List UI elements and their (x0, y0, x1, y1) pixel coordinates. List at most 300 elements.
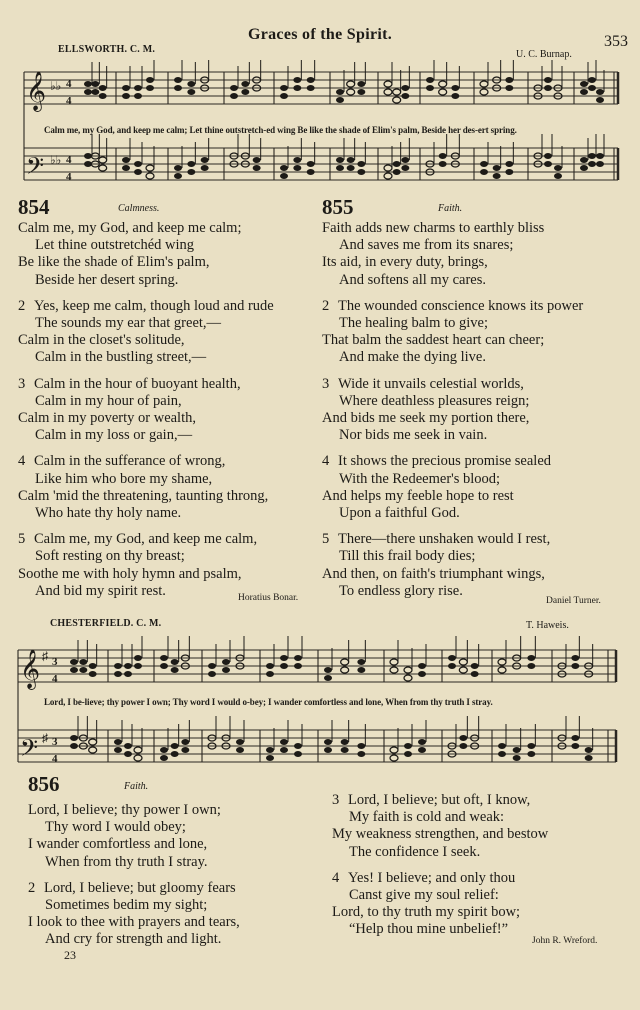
note-head (439, 89, 447, 95)
note-head (451, 85, 459, 91)
hymn-number-856: 856 (28, 772, 60, 796)
verse-line (18, 254, 274, 271)
stanza-number: 3 (332, 792, 340, 808)
note-head (70, 659, 78, 665)
note-head (187, 81, 195, 87)
note-head (160, 755, 168, 761)
note-head (124, 671, 132, 677)
note-head (222, 667, 230, 673)
note-head (134, 663, 142, 669)
verse-line (332, 870, 548, 887)
verse-line (18, 298, 274, 315)
note-head (70, 735, 78, 741)
verse-text: That balm the saddest heart can cheer; (322, 332, 545, 349)
stanza (322, 453, 583, 522)
note-head (393, 161, 401, 167)
verse-line (322, 548, 583, 565)
verse-text: And make the dying live. (339, 349, 486, 366)
note-head (448, 663, 456, 669)
verse-text: Calm in my hour of pain, (35, 392, 182, 409)
note-head (493, 165, 501, 171)
note-head (280, 85, 288, 91)
hymn-855-text (322, 220, 583, 609)
note-head (336, 165, 344, 171)
verse-text: The wounded conscience knows its power (338, 297, 584, 314)
note-head (404, 751, 412, 757)
hymn-number-854: 854 (18, 195, 50, 219)
note-head (390, 747, 398, 753)
note-head (124, 743, 132, 749)
stanza (28, 802, 240, 871)
verse-text: Lord, I believe; but gloomy fears (44, 879, 236, 896)
note-head (393, 89, 401, 95)
note-head (448, 655, 456, 661)
verse-line (18, 566, 274, 583)
verse-text: Lord, to thy truth my spirit bow; (332, 904, 521, 921)
note-head (91, 81, 99, 87)
verse-line (18, 531, 274, 548)
note-head (307, 77, 315, 83)
verse-text: Yes! I believe; and only thou (348, 869, 516, 886)
verse-text: Nor bids me seek in vain. (339, 427, 488, 444)
note-head (451, 93, 459, 99)
verse-line (18, 315, 274, 332)
verse-line (322, 376, 583, 393)
verse-text: Be like the shade of Elim's palm, (18, 254, 210, 271)
hymn-subject-856: Faith. (124, 781, 149, 792)
note-head (253, 157, 261, 163)
verse-text: Calm me, my God, and keep me calm; (18, 220, 242, 236)
verse-line (28, 897, 240, 914)
note-head (146, 173, 154, 179)
verse-text: The sounds my ear that greet,— (35, 315, 222, 332)
note-head (341, 659, 349, 665)
verse-text: There—there unshaken would I rest, (338, 531, 551, 548)
stanza-number: 5 (18, 531, 26, 548)
verse-text: “Help thou mine unbelief!” (349, 921, 509, 938)
note-head (480, 169, 488, 175)
note-head (230, 93, 238, 99)
stanza (322, 298, 583, 367)
note-head (596, 89, 604, 95)
note-head (124, 751, 132, 757)
verse-text: Who hate thy holy name. (35, 505, 182, 522)
note-head (89, 671, 97, 677)
note-head (294, 655, 302, 661)
note-head (404, 675, 412, 681)
note-head (122, 157, 130, 163)
verse-line (322, 566, 583, 583)
note-head (357, 659, 365, 665)
note-head (401, 93, 409, 99)
tune-composer-burnap: U. C. Burnap. (516, 49, 572, 60)
note-head (471, 663, 479, 669)
note-head (498, 659, 506, 665)
verse-line (28, 880, 240, 897)
note-head (571, 743, 579, 749)
hymn-854-text (18, 220, 274, 609)
note-head (280, 739, 288, 745)
verse-text: My faith is cold and weak: (349, 809, 505, 826)
note-head (571, 735, 579, 741)
verse-text: Calm in the sufferance of wrong, (34, 453, 226, 470)
note-head (201, 157, 209, 163)
note-head (401, 165, 409, 171)
note-head (201, 165, 209, 171)
note-head (99, 93, 107, 99)
stanza (332, 870, 548, 939)
verse-text: I look to thee with prayers and tears, (28, 914, 240, 931)
verse-line (18, 376, 274, 393)
note-head (439, 153, 447, 159)
verse-text: Calm 'mid the threatening, taunting throng, (18, 487, 269, 504)
note-head (357, 751, 365, 757)
verse-text: And cry for strength and light. (45, 931, 222, 948)
verse-text: Upon a faithful God. (339, 505, 460, 522)
note-head (171, 751, 179, 757)
note-head (70, 667, 78, 673)
note-head (401, 157, 409, 163)
verse-text: To endless glory rise. (339, 582, 463, 599)
verse-line (28, 802, 240, 819)
svg-text:4: 4 (66, 95, 72, 107)
verse-line (18, 548, 274, 565)
note-head (266, 755, 274, 761)
note-head (294, 751, 302, 757)
note-head (347, 89, 355, 95)
verse-text: Calm in the closet's solitude, (18, 332, 185, 349)
note-head (122, 93, 130, 99)
note-head (174, 173, 182, 179)
note-head (505, 161, 513, 167)
note-head (134, 747, 142, 753)
tune-lyric-ellsworth: Calm me, my God, and keep me calm; Let thine outstretch-ed wing Be like the shade of Elim's palm, Beside her des-ert spring. (44, 125, 517, 135)
note-head (384, 165, 392, 171)
verse-text: Its aid, in every duty, brings, (322, 254, 488, 271)
note-head (347, 157, 355, 163)
note-head (480, 81, 488, 87)
note-head (588, 153, 596, 159)
note-head (174, 165, 182, 171)
note-head (498, 751, 506, 757)
stanza (18, 298, 274, 367)
note-head (171, 659, 179, 665)
verse-text: Soft resting on thy breast; (35, 548, 185, 565)
svg-text:𝄞: 𝄞 (20, 651, 41, 688)
verse-line (18, 488, 274, 505)
note-head (293, 165, 301, 171)
verse-line (332, 792, 548, 809)
note-head (505, 77, 513, 83)
verse-text: Soothe me with holy hymn and psalm, (18, 565, 242, 582)
verse-line (322, 410, 583, 427)
note-head (160, 663, 168, 669)
verse-text: With the Redeemer's blood; (339, 470, 501, 487)
note-head (390, 755, 398, 761)
verse-text: Sometimes bedim my sight; (45, 897, 208, 914)
note-head (527, 743, 535, 749)
note-head (280, 93, 288, 99)
note-head (418, 663, 426, 669)
svg-text:4: 4 (52, 673, 58, 685)
stanza-number: 5 (322, 531, 330, 548)
stanza-number: 3 (322, 375, 330, 392)
verse-text: Calm in my loss or gain,— (35, 427, 193, 444)
verse-line (332, 826, 548, 843)
verse-text: Faith adds new charms to earthly bliss (322, 220, 545, 236)
note-head (122, 85, 130, 91)
note-head (91, 89, 99, 95)
stanza (18, 453, 274, 522)
verse-line (332, 904, 548, 921)
note-head (585, 755, 593, 761)
note-head (544, 161, 552, 167)
stanza (28, 880, 240, 949)
note-head (390, 667, 398, 673)
page-number: 353 (604, 33, 628, 50)
note-head (324, 667, 332, 673)
stanza (332, 792, 548, 861)
note-head (336, 97, 344, 103)
note-head (70, 743, 78, 749)
hymn-number-855: 855 (322, 195, 354, 219)
note-head (241, 89, 249, 95)
note-head (384, 173, 392, 179)
hymn-856-right-text (332, 792, 548, 948)
author-856: John R. Wreford. (532, 936, 598, 946)
author-855: Daniel Turner. (546, 596, 601, 606)
note-head (439, 81, 447, 87)
note-head (280, 173, 288, 179)
verse-line (322, 488, 583, 505)
verse-line (18, 220, 274, 237)
tune-lyric-chesterfield: Lord, I be-lieve; thy power I own; Thy word I would o-bey; I wander comfortless and lone, When from thy truth I stray. (44, 697, 493, 707)
hymn-856-left-text (28, 802, 240, 958)
verse-text: When from thy truth I stray. (45, 853, 208, 870)
note-head (357, 89, 365, 95)
note-head (341, 739, 349, 745)
stanza-number: 2 (322, 297, 330, 314)
verse-line (322, 254, 583, 271)
note-head (588, 77, 596, 83)
svg-text:4: 4 (66, 171, 72, 183)
stanza (18, 376, 274, 445)
note-head (580, 89, 588, 95)
verse-text: Let thine outstretchéd wing (35, 237, 195, 254)
note-head (230, 85, 238, 91)
svg-text:3: 3 (52, 736, 58, 748)
verse-text: Calm me, my God, and keep me calm, (34, 531, 258, 548)
note-head (280, 165, 288, 171)
stanza (18, 531, 274, 600)
svg-text:3: 3 (52, 656, 58, 668)
note-head (171, 743, 179, 749)
verse-line (322, 237, 583, 254)
svg-text:𝄞: 𝄞 (26, 73, 47, 110)
svg-text:4: 4 (52, 753, 58, 765)
verse-line (332, 809, 548, 826)
stanza (322, 220, 583, 289)
note-head (426, 77, 434, 83)
verse-text: Yes, keep me calm, though loud and rude (34, 297, 274, 314)
note-head (89, 663, 97, 669)
note-head (459, 735, 467, 741)
verse-line (322, 393, 583, 410)
verse-text: And then, on faith's triumphant wings, (322, 565, 545, 582)
note-head (341, 667, 349, 673)
verse-line (322, 427, 583, 444)
stanza-number: 4 (18, 453, 26, 470)
note-head (146, 77, 154, 83)
note-head (527, 751, 535, 757)
verse-line (18, 453, 274, 470)
note-head (134, 85, 142, 91)
note-head (99, 85, 107, 91)
note-head (418, 739, 426, 745)
stanza (18, 220, 274, 289)
note-head (480, 161, 488, 167)
note-head (384, 89, 392, 95)
note-head (99, 165, 107, 171)
verse-line (18, 410, 274, 427)
verse-line (322, 272, 583, 289)
note-head (222, 659, 230, 665)
verse-text: Lord, I believe; but oft, I know, (348, 792, 531, 808)
verse-line (28, 931, 240, 948)
note-head (418, 671, 426, 677)
tune-name-chesterfield: CHESTERFIELD. C. M. (50, 618, 162, 629)
note-head (187, 169, 195, 175)
svg-text:♯: ♯ (42, 731, 48, 745)
note-head (544, 77, 552, 83)
note-head (513, 755, 521, 761)
note-head (293, 77, 301, 83)
verse-line (18, 393, 274, 410)
verse-line (322, 531, 583, 548)
verse-line (322, 349, 583, 366)
stanza-number: 2 (18, 297, 26, 314)
note-head (357, 743, 365, 749)
note-head (79, 659, 87, 665)
verse-line (18, 237, 274, 254)
verse-text: Where deathless pleasures reign; (339, 392, 530, 409)
note-head (160, 655, 168, 661)
signature-mark: 23 (64, 948, 76, 962)
note-head (527, 655, 535, 661)
note-head (596, 153, 604, 159)
stanza (322, 531, 583, 600)
note-head (401, 85, 409, 91)
stanza (322, 376, 583, 445)
svg-text:♭♭: ♭♭ (50, 153, 62, 167)
note-head (208, 671, 216, 677)
note-head (187, 161, 195, 167)
note-head (134, 161, 142, 167)
note-head (174, 77, 182, 83)
note-head (208, 663, 216, 669)
verse-line (18, 427, 274, 444)
note-head (134, 655, 142, 661)
verse-line (322, 471, 583, 488)
note-head (114, 739, 122, 745)
note-head (459, 743, 467, 749)
verse-line (28, 819, 240, 836)
note-head (293, 85, 301, 91)
note-head (124, 663, 132, 669)
verse-text: It shows the precious promise sealed (338, 453, 552, 470)
note-head (404, 667, 412, 673)
note-head (596, 161, 604, 167)
verse-text: My weakness strengthen, and bestow (332, 826, 549, 843)
tune-composer-haweis: T. Haweis. (526, 620, 569, 631)
verse-text: The confidence I seek. (349, 843, 481, 860)
note-head (294, 663, 302, 669)
note-head (134, 169, 142, 175)
note-head (236, 747, 244, 753)
author-854: Horatius Bonar. (238, 593, 299, 603)
note-head (498, 667, 506, 673)
note-head (471, 671, 479, 677)
note-head (324, 747, 332, 753)
note-head (134, 755, 142, 761)
verse-line (322, 505, 583, 522)
note-head (527, 663, 535, 669)
stanza-number: 4 (322, 453, 330, 470)
note-head (114, 747, 122, 753)
note-head (347, 165, 355, 171)
note-head (493, 173, 501, 179)
section-title: Graces of the Spirit. (247, 26, 393, 43)
note-head (554, 165, 562, 171)
note-head (336, 157, 344, 163)
stanza-number: 2 (28, 879, 36, 896)
verse-text: Like him who bore my shame, (35, 470, 213, 487)
note-head (122, 165, 130, 171)
note-head (585, 747, 593, 753)
hymn-subject-854: Calmness. (118, 203, 160, 214)
verse-text: And bid my spirit rest. (35, 582, 166, 599)
verse-line (28, 836, 240, 853)
note-head (266, 747, 274, 753)
note-head (426, 85, 434, 91)
verse-text: And bids me seek my portion there, (322, 410, 530, 427)
tune-name-ellsworth: ELLSWORTH. C. M. (58, 44, 156, 55)
verse-line (18, 272, 274, 289)
note-head (357, 81, 365, 87)
verse-line (18, 583, 274, 600)
note-head (439, 161, 447, 167)
note-head (505, 169, 513, 175)
verse-line (18, 332, 274, 349)
note-head (146, 85, 154, 91)
note-head (99, 157, 107, 163)
verse-text: Beside her desert spring. (35, 271, 179, 288)
verse-line (322, 220, 583, 237)
verse-line (322, 453, 583, 470)
note-head (114, 663, 122, 669)
note-head (280, 747, 288, 753)
verse-line (332, 844, 548, 861)
stanza-number: 3 (18, 375, 26, 392)
svg-text:♯: ♯ (42, 649, 48, 663)
note-head (181, 747, 189, 753)
svg-text:4: 4 (66, 78, 72, 90)
verse-line (28, 854, 240, 871)
verse-text: The healing balm to give; (339, 315, 488, 332)
verse-line (332, 887, 548, 904)
note-head (307, 161, 315, 167)
note-head (241, 81, 249, 87)
